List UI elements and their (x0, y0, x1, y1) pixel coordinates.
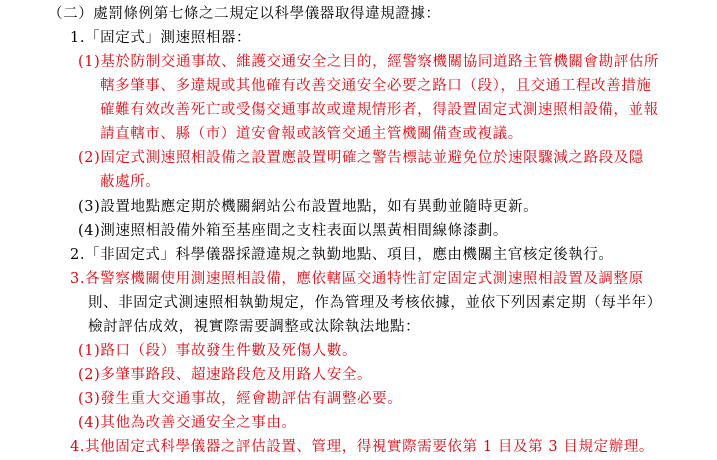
item-1-1-line-2: 轄多肇事、多違規或其他確有改善交通安全必要之路口（段），且交通工程改善措施 (100, 78, 652, 94)
item-1-2-line-1: (2)固定式測速照相設備之設置應設置明確之警告標誌並避免位於速限驟減之路段及隱 (78, 150, 644, 166)
item-2: 2.「非固定式」科學儀器採證違規之執勤地點、項目，應由機關主官核定後執行。 (70, 247, 614, 263)
item-3-line-2: 則、非固定式測速照相執勤規定，作為管理及考核依據，並依下列因素定期（每半年） (88, 295, 662, 311)
item-1-1-line-1: (1)基於防制交通事故、維護交通安全之目的，經警察機關協同道路主管機關會勘評估所 (78, 54, 660, 70)
section-heading: （二）處罰條例第七條之二規定以科學儀器取得違規證據： (48, 6, 441, 22)
item-1-1-line-4: 請直轄市、縣（市）道安會報或該管交通主管機關備查或複議。 (100, 126, 523, 142)
item-3-line-3: 檢討評估成效，視實際需要調整或汰除執法地點： (88, 319, 421, 335)
item-1-3: (3)設置地點應定期於機關網站公布設置地點，如有異動並隨時更新。 (78, 199, 539, 215)
item-1-4: (4)測速照相設備外箱至基座間之支柱表面以黑黃相間線條漆劃。 (78, 223, 509, 239)
item-1-2-line-2: 蔽處所。 (100, 174, 161, 190)
item-4: 4.其他固定式科學儀器之評估設置、管理，得視實際需要依第 1 目及第 3 目規定辦理。 (70, 439, 655, 455)
item-3-3: (3)發生重大交通事故，經會勘評估有調整必要。 (78, 391, 403, 407)
item-3-line-1: 3.各警察機關使用測速照相設備，應依轄區交通特性訂定固定式測速照相設置及調整原 (70, 271, 644, 287)
item-3-4: (4)其他為改善交通安全之事由。 (78, 415, 297, 431)
item-3-2: (2)多肇事路段、超速路段危及用路人安全。 (78, 367, 373, 383)
item-3-1: (1)路口（段）事故發生件數及死傷人數。 (78, 343, 358, 359)
item-1-title: 1.「固定式」測速照相器： (70, 30, 252, 46)
item-1-1-line-3: 確難有效改善死亡或受傷交通事故或違規情形者，得設置固定式測速照相設備，並報 (100, 102, 659, 118)
